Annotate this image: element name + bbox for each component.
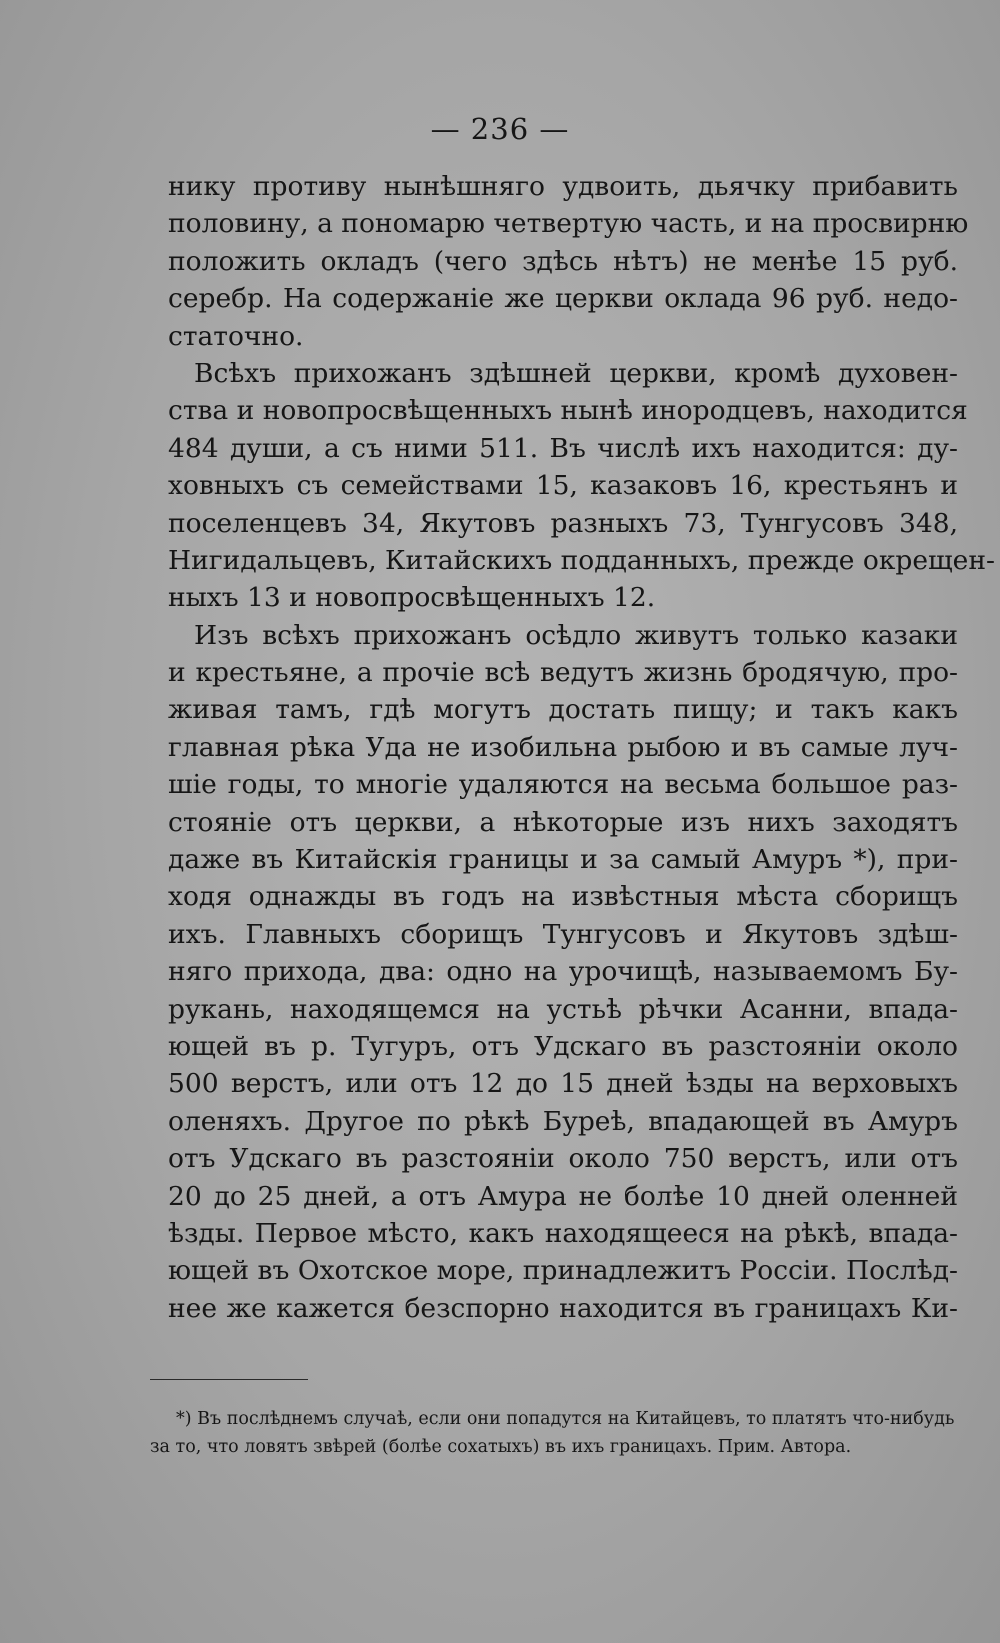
text-line: нику противу нынѣшняго удвоить, дьячку прибавить xyxy=(168,171,958,202)
text-line: и крестьяне, а прочіе всѣ ведутъ жизнь бродячую, про- xyxy=(168,657,958,689)
text-line: ныхъ 13 и новопросвѣщенныхъ 12. xyxy=(168,582,656,614)
text-line: нее же кажется безспорно находится въ границахъ Ки- xyxy=(168,1292,958,1324)
text-line: няго прихода, два: одно на урочищѣ, называемомъ Бу- xyxy=(168,956,958,988)
text-line: ющей въ Охотское море, принадлежитъ Россіи. Послѣд- xyxy=(168,1255,958,1287)
text-line: Всѣхъ прихожанъ здѣшней церкви, кромѣ духовен- xyxy=(194,357,958,389)
text-line: рукань, находящемся на устьѣ рѣчки Асанни, впада- xyxy=(168,993,958,1025)
footnote-line: за то, что ловятъ звѣрей (болѣе сохатыхъ) въ ихъ границахъ. Прим. Автора. xyxy=(150,1437,852,1457)
text-line: ховныхъ съ семействами 15, казаковъ 16, крестьянъ и xyxy=(168,470,958,502)
text-line: 20 до 25 дней, а отъ Амура не болѣе 10 дней оленней xyxy=(168,1180,958,1212)
text-line: ихъ. Главныхъ сборищъ Тунгусовъ и Якутовъ здѣш- xyxy=(168,918,958,950)
text-line: ѣзды. Первое мѣсто, какъ находящееся на рѣкѣ, впада- xyxy=(168,1217,958,1249)
footnote-block xyxy=(150,1405,955,1461)
text-line: статочно. xyxy=(168,320,304,352)
text-line: серебр. На содержаніе же церкви оклада 96 руб. недо- xyxy=(168,283,958,315)
text-line: Нигидальцевъ, Китайскихъ подданныхъ, прежде окрещен- xyxy=(168,544,995,576)
page-number: — 236 — xyxy=(430,112,570,146)
footnote-line: *) Въ послѣднемъ случаѣ, если они попадутся на Китайцевъ, то платятъ что-нибудь xyxy=(176,1409,955,1429)
main-text xyxy=(168,168,995,1327)
footnote-divider xyxy=(150,1379,308,1380)
text-line: даже въ Китайскія границы и за самый Амуръ *), при- xyxy=(168,844,958,876)
text-line: половину, а пономарю четвертую часть, и на просвирню xyxy=(168,208,969,240)
text-line: живая тамъ, гдѣ могутъ достать пищу; и такъ какъ xyxy=(168,694,958,726)
text-line: стояніе отъ церкви, а нѣкоторые изъ нихъ заходятъ xyxy=(168,806,958,838)
text-line: Изъ всѣхъ прихожанъ осѣдло живутъ только казаки xyxy=(194,619,958,651)
text-line: поселенцевъ 34, Якутовъ разныхъ 73, Тунгусовъ 348, xyxy=(168,507,958,539)
text-line: ходя однажды въ годъ на извѣстныя мѣста сборищъ xyxy=(168,881,958,913)
text-line: 484 души, а съ ними 511. Въ числѣ ихъ находится: ду- xyxy=(168,432,958,464)
text-line: ства и новопросвѣщенныхъ нынѣ инородцевъ, находится xyxy=(168,395,968,427)
text-line: положить окладъ (чего здѣсь нѣтъ) не менѣе 15 руб. xyxy=(168,245,958,277)
text-line: шіе годы, то многіе удаляются на весьма большое раз- xyxy=(168,769,958,801)
text-line: 500 верстъ, или отъ 12 до 15 дней ѣзды на верховыхъ xyxy=(168,1068,958,1100)
text-line: главная рѣка Уда не изобильна рыбою и въ самые луч- xyxy=(168,731,958,763)
text-line: ющей въ р. Тугуръ, отъ Удскаго въ разстояніи около xyxy=(168,1030,958,1062)
text-line: оленяхъ. Другое по рѣкѣ Буреѣ, впадающей въ Амуръ xyxy=(168,1105,958,1137)
text-line: отъ Удскаго въ разстояніи около 750 верстъ, или отъ xyxy=(168,1143,958,1175)
